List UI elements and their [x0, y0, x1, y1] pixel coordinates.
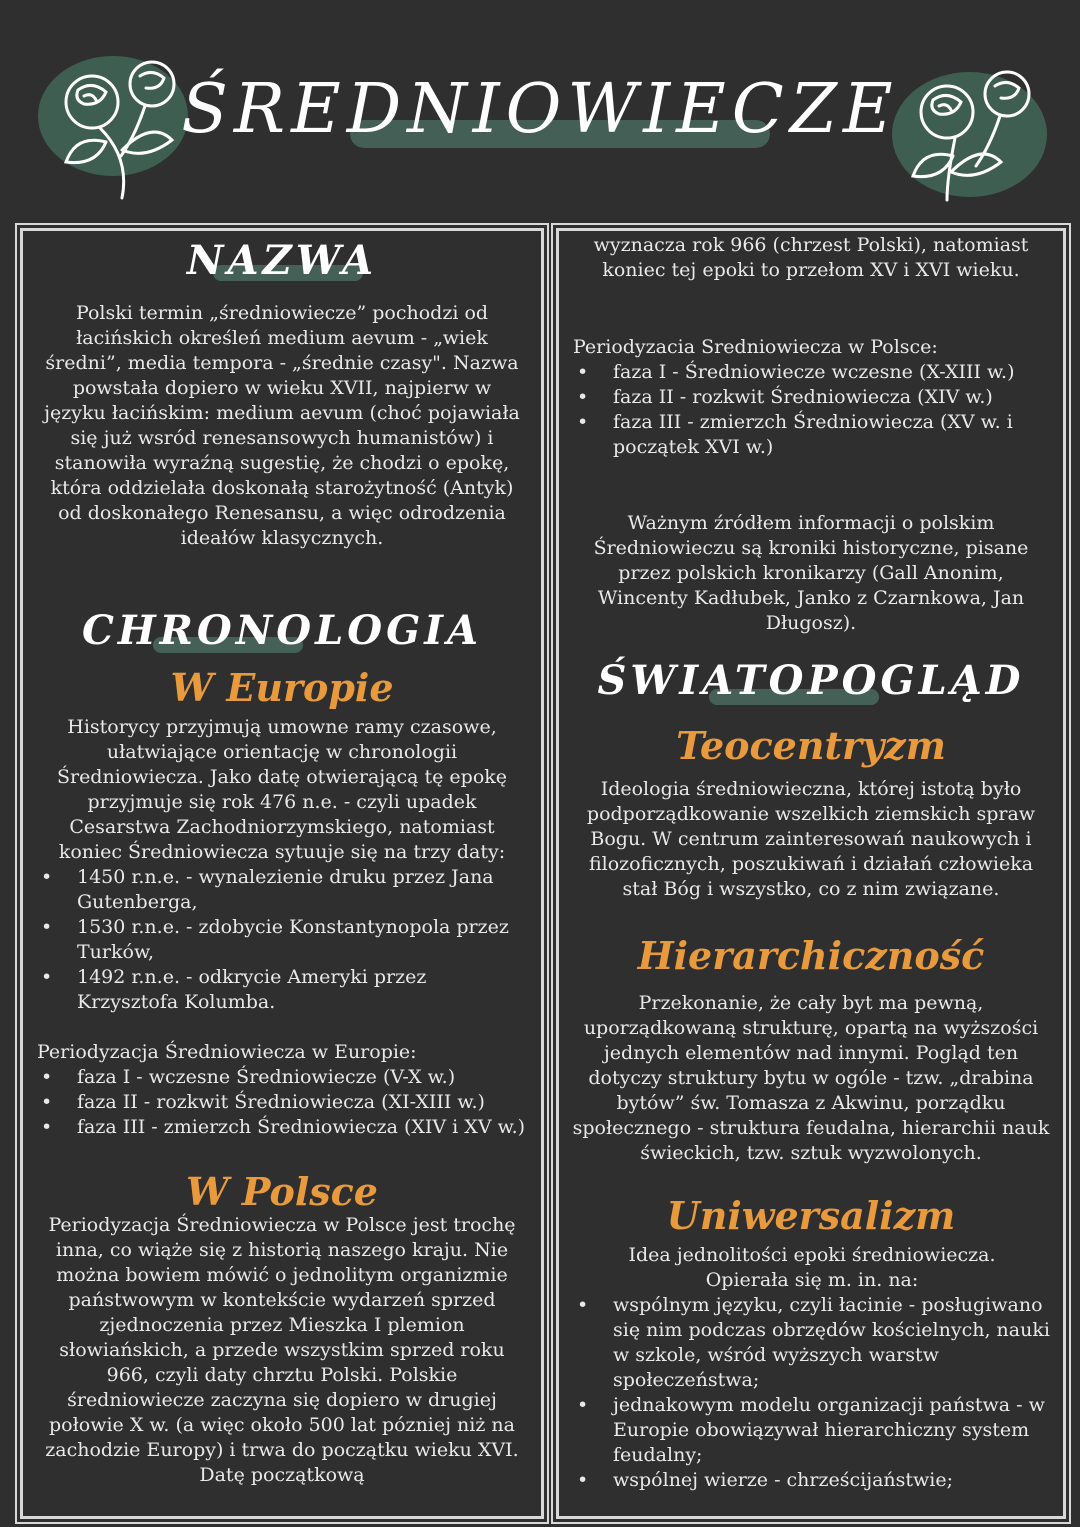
poland-text: Periodyzacja Średniowiecza w Polsce jest trochę inna, co wiąże się z historią naszego kraju. Nie można bowiem mówić o jednolitym organizmie państwowym w kontekście wydarzeń sprzed zjednoczenia przez Mieszka I plemion słowiańskich, a przede wszystkim sprzed roku 966, czyli daty chrztu Polski. Polskie średniowiecze zaczyna się dopiero w drugiej połowie X w. (a więc około 500 lat pózniej niż na zachodzie Europy) i trwa do początku wieku XVI. Datę początkową [45, 1214, 519, 1486]
end-dates-list [37, 865, 527, 1015]
uniwersalizm-subheading: Uniwersalizm [666, 1193, 956, 1238]
hierarchicznosc-subheading: Hierarchiczność [637, 933, 985, 978]
list-item: • faza III - zmierzch Średniowiecza (XV w. i początek XVI w.) [573, 410, 1049, 460]
nazwa-heading: NAZWA [186, 237, 378, 284]
page-header [0, 0, 1080, 220]
list-item: • faza III - zmierzch Średniowiecza (XIV i XV w.) [37, 1115, 527, 1140]
list-item: • wspólnej wierze - chrześcijaństwie; [573, 1468, 1051, 1493]
teocentryzm-text: Ideologia średniowieczna, której istotą było podporządkowanie wszelkich ziemskich spraw Bogu. W centrum zainteresowań naukowych i filozoficznych, poszukiwań i działań człowieka stał Bóg i wszystko, co z nim związane. [586, 778, 1036, 900]
list-item: • 1450 r.n.e. - wynalezienie druku przez Jana Gutenberga, [37, 865, 527, 915]
list-item: • faza I - wczesne Średniowiecze (V-X w.) [37, 1065, 527, 1090]
right-panel [556, 228, 1066, 1519]
sources-text: Ważnym źródłem informacji o polskim Średniowieczu są kroniki historyczne, pisane przez polskich kronikarzy (Gall Anonim, Wincenty Kadłubek, Janko z Czarnkowa, Jan Długosz). [593, 512, 1029, 634]
left-panel [20, 228, 544, 1519]
hierarchicznosc-text: Przekonanie, że cały byt ma pewną, uporządkowaną strukturę, opartą na wyższości jednych elementów nad innymi. Pogląd ten dotyczy struktury bytu w ogóle - tzw. „drabina bytów” św. Tomasza z Akwinu, porządku społecznego - struktura feudalna, hierarchii nauk świeckich, tzw. sztuk wyzwolonych. [572, 992, 1050, 1164]
list-item: • faza II - rozkwit Średniowiecza (XI-XIII w.) [37, 1090, 527, 1115]
europe-phases-list [37, 1065, 527, 1140]
europe-period-title: Periodyzacja Średniowiecza w Europie: [37, 1041, 417, 1063]
list-item: • 1530 r.n.e. - zdobycie Konstantynopola przez Turków, [37, 915, 527, 965]
continuation-text: wyznacza rok 966 (chrzest Polski), natomiast koniec tej epoki to przełom XV i XVI wieku. [593, 234, 1029, 281]
poland-period-title: Periodyzacia Sredniowiecza w Polsce: [573, 336, 938, 358]
nazwa-text: Polski termin „średniowiecze” pochodzi od łacińskich określeń medium aevum - „wiek średni”, media tempora - „średnie czasy". Nazwa powstała dopiero w wieku XVII, najpierw w języku łacińskim: medium aevum (choć pojawiała się już wsród renesansowych humanistów) i stanowiła wyraźną sugestię, że chodzi o epokę, która oddzielała doskonałą starożytność (Antyk) od doskonałego Renesansu, a więc odrodzenia ideałów klasycznych. [44, 302, 520, 549]
list-item: • jednakowym modelu organizacji państwa - w Europie obowiązywał hierarchiczny system feudalny; [573, 1393, 1051, 1468]
list-item: • faza I - Średniowiecze wczesne (X-XIII w.) [573, 360, 1049, 385]
chronologia-heading: CHRONOLOGIA [82, 607, 482, 654]
poland-phases-list [573, 360, 1049, 460]
swiatopoglad-heading: ŚWIATOPOGLĄD [597, 657, 1025, 704]
list-item: • 1492 r.n.e. - odkrycie Ameryki przez Krzysztofa Kolumba. [37, 965, 527, 1015]
poland-subheading: W Polsce [186, 1169, 378, 1214]
uniwersalizm-text: Idea jednolitości epoki średniowiecza. Opierała się m. in. na: [628, 1244, 996, 1291]
europe-subheading: W Europie [170, 665, 394, 710]
list-item: • wspólnym języku, czyli łacinie - posługiwano się nim podczas obrzędów kościelnych, nauki w szkole, wśród wyższych warstw społeczeństwa; [573, 1293, 1051, 1393]
teocentryzm-subheading: Teocentryzm [676, 723, 946, 768]
europe-text: Historycy przyjmują umowne ramy czasowe, ułatwiające orientację w chronologii Średniowiecza. Jako datę otwierającą tę epokę przyjmuje się rok 476 n.e. - czyli upadek Cesarstwa Zachodniorzymskiego, natomiast koniec Średniowiecza sytuuje się na trzy daty: [56, 716, 508, 863]
list-item: • faza II - rozkwit Średniowiecza (XIV w.) [573, 385, 1049, 410]
page-title: ŚREDNIOWIECZE [181, 70, 899, 149]
uniwersalizm-list [573, 1293, 1051, 1493]
rose-flower-icon [895, 60, 1055, 210]
